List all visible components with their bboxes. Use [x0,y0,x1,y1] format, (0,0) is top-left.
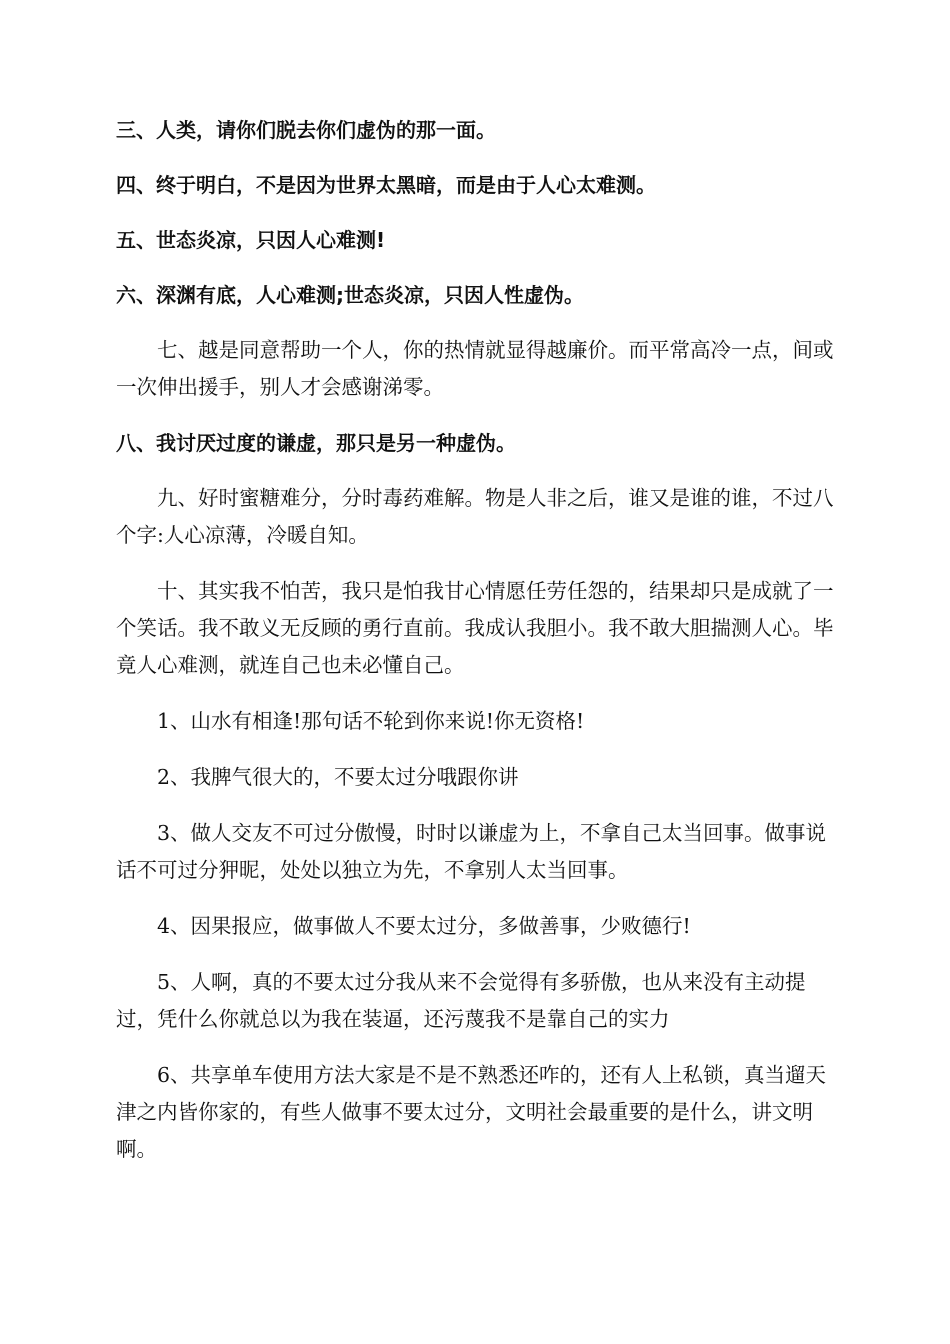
list-item-4: 4、因果报应，做事做人不要太过分，多做善事，少败德行! [157,914,691,938]
paragraph-8: 八、我讨厌过度的谦虚，那只是另一种虚伪。 [116,431,516,455]
list-item-1: 1、山水有相逢!那句话不轮到你来说!你无资格! [157,709,585,733]
paragraph-7: 七、越是同意帮助一个人，你的热情就显得越廉价。而平常高冷一点，间或一次伸出援手，别人才会感谢涕零。 [116,338,834,399]
list-item-3: 3、做人交友不可过分傲慢，时时以谦虚为上，不拿自己太当回事。做事说话不可过分狎昵，处处以独立为先，不拿别人太当回事。 [116,821,827,882]
paragraph-9: 九、好时蜜糖难分，分时毒药难解。物是人非之后，谁又是谁的谁，不过八个字:人心凉薄，冷暖自知。 [116,486,834,547]
list-item-2: 2、我脾气很大的，不要太过分哦跟你讲 [157,765,519,789]
paragraph-4: 四、终于明白，不是因为世界太黑暗，而是由于人心太难测。 [116,173,656,197]
document-body [116,112,836,1168]
paragraph-3: 三、人类，请你们脱去你们虚伪的那一面。 [116,118,496,142]
list-item-6: 6、共享单车使用方法大家是不是不熟悉还咋的，还有人上私锁，真当遛天津之内皆你家的，有些人做事不要太过分，文明社会最重要的是什么，讲文明啊。 [116,1063,827,1161]
paragraph-10: 十、其实我不怕苦，我只是怕我甘心情愿任劳任怨的，结果却只是成就了一个笑话。我不敢义无反顾的勇行直前。我成认我胆小。我不敢大胆揣测人心。毕竟人心难测，就连自己也未必懂自己。 [116,579,834,677]
list-item-5: 5、人啊，真的不要太过分我从来不会觉得有多骄傲，也从来没有主动提过，凭什么你就总以为我在装逼，还污蔑我不是靠自己的实力 [116,970,806,1031]
paragraph-6: 六、深渊有底，人心难测;世态炎凉，只因人性虚伪。 [116,283,584,307]
paragraph-5: 五、世态炎凉，只因人心难测! [116,228,386,252]
